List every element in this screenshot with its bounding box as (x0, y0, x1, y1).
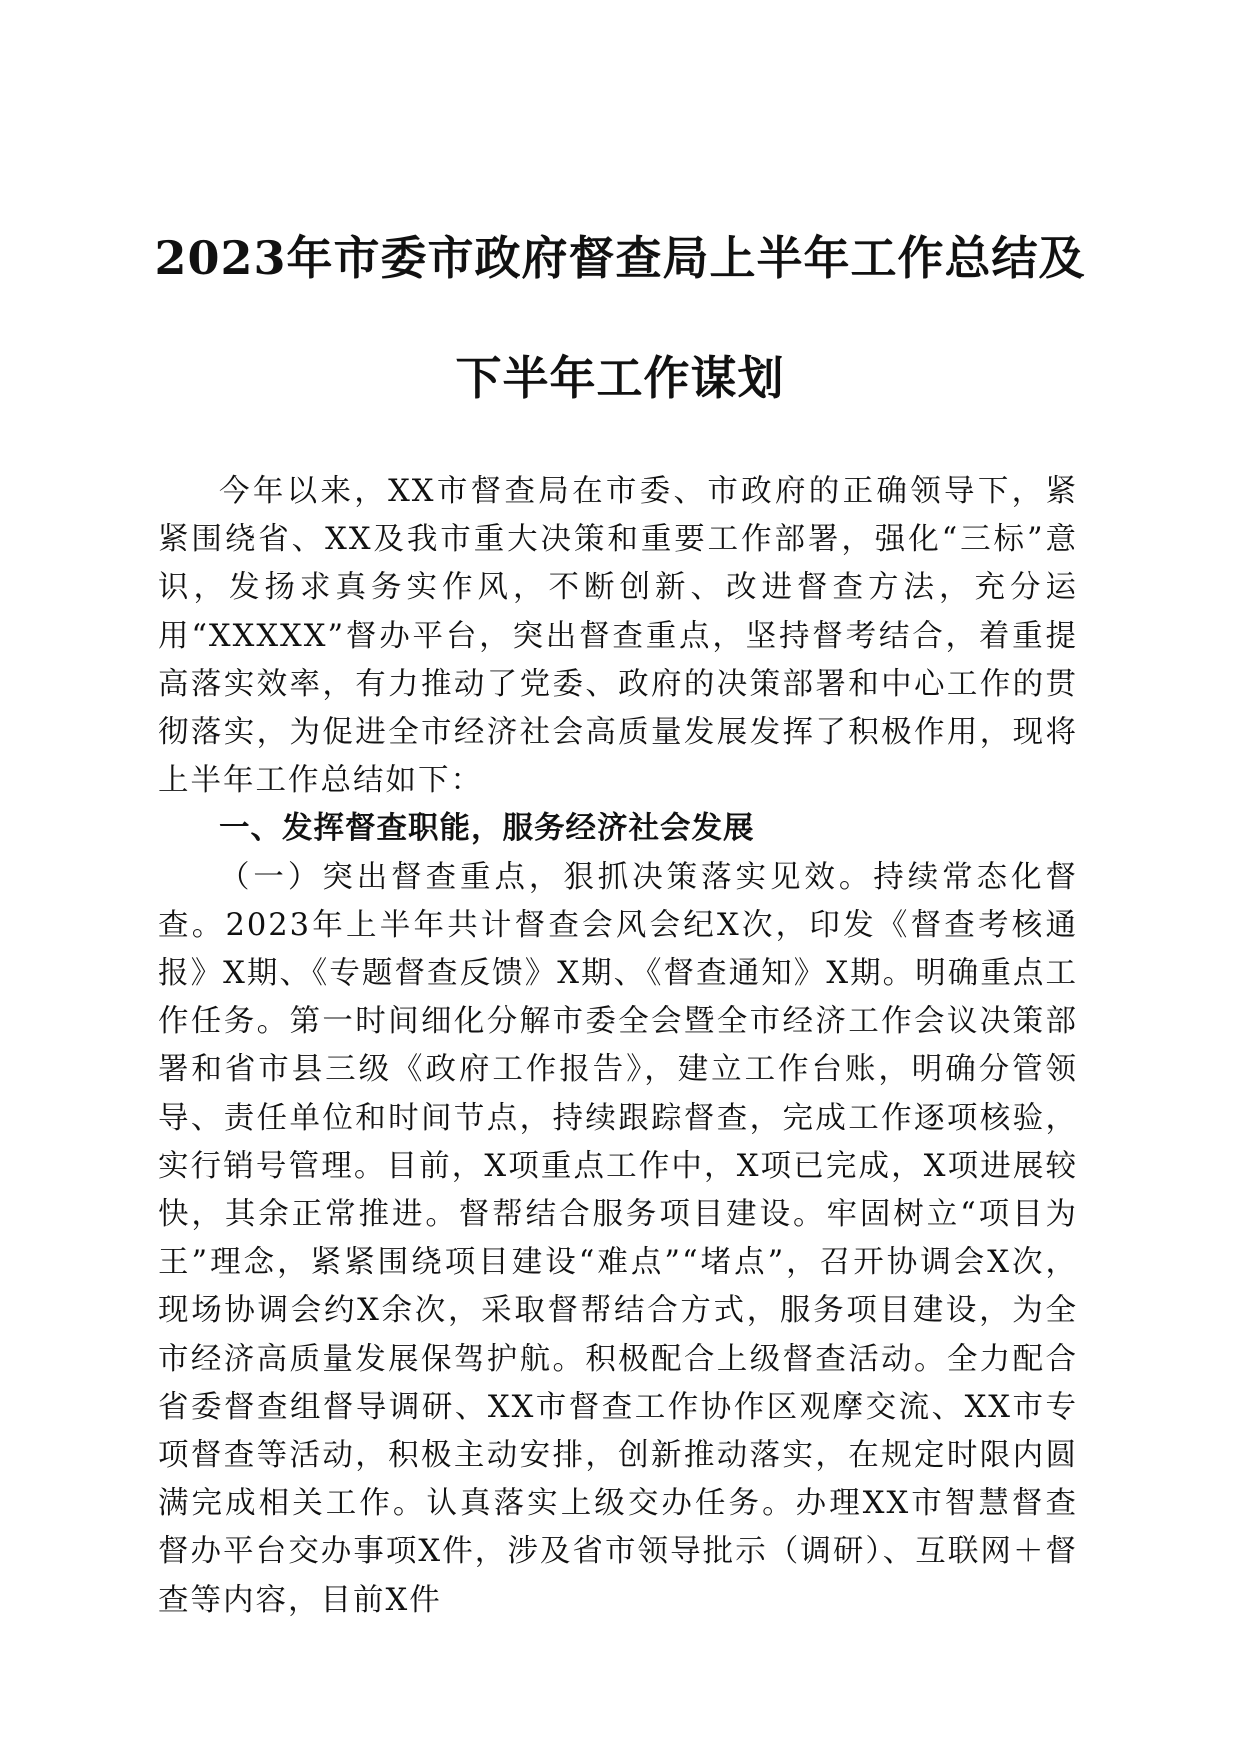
document-body (158, 468, 1078, 1625)
document-title-line2: 下半年工作谋划 (455, 351, 785, 405)
section-heading-1: 一、发挥督查职能，服务经济社会发展 (219, 811, 755, 847)
section-1-paragraph-1: （一）突出督查重点，狠抓决策落实见效。持续常态化督查。2023年上半年共计督查会风会纪X次，印发《督查考核通报》X期、《专题督查反馈》X期、《督查通知》X期。明确重点工作任务。第一时间细化分解市委全会暨全市经济工作会议决策部署和省市县三级《政府工作报告》，建立工作台账，明确分管领导、责任单位和时间节点，持续跟踪督查，完成工作逐项核验，实行销号管理。目前，X项重点工作中，X项已完成，X项进展较快，其余正常推进。督帮结合服务项目建设。牢固树立“项目为王”理念，紧紧围绕项目建设“难点”“堵点”，召开协调会X次，现场协调会约X余次，采取督帮结合方式，服务项目建设，为全市经济高质量发展保驾护航。积极配合上级督查活动。全力配合省委督查组督导调研、XX市督查工作协作区观摩交流、XX市专项督查等活动，积极主动安排，创新推动落实，在规定时限内圆满完成相关工作。认真落实上级交办任务。办理XX市智慧督查督办平台交办事项X件，涉及省市领导批示（调研）、互联网＋督查等内容，目前X件 (158, 859, 1078, 1618)
document-title-line1: 2023年市委市政府督查局上半年工作总结及 (154, 231, 1086, 285)
intro-paragraph: 今年以来，XX市督查局在市委、市政府的正确领导下，紧紧围绕省、XX及我市重大决策和重要工作部署，强化“三标”意识，发扬求真务实作风，不断创新、改进督查方法，充分运用“XXXXX”督办平台，突出督查重点，坚持督考结合，着重提高落实效率，有力推动了党委、政府的决策部署和中心工作的贯彻落实，为促进全市经济社会高质量发展发挥了积极作用，现将上半年工作总结如下： (158, 474, 1078, 799)
